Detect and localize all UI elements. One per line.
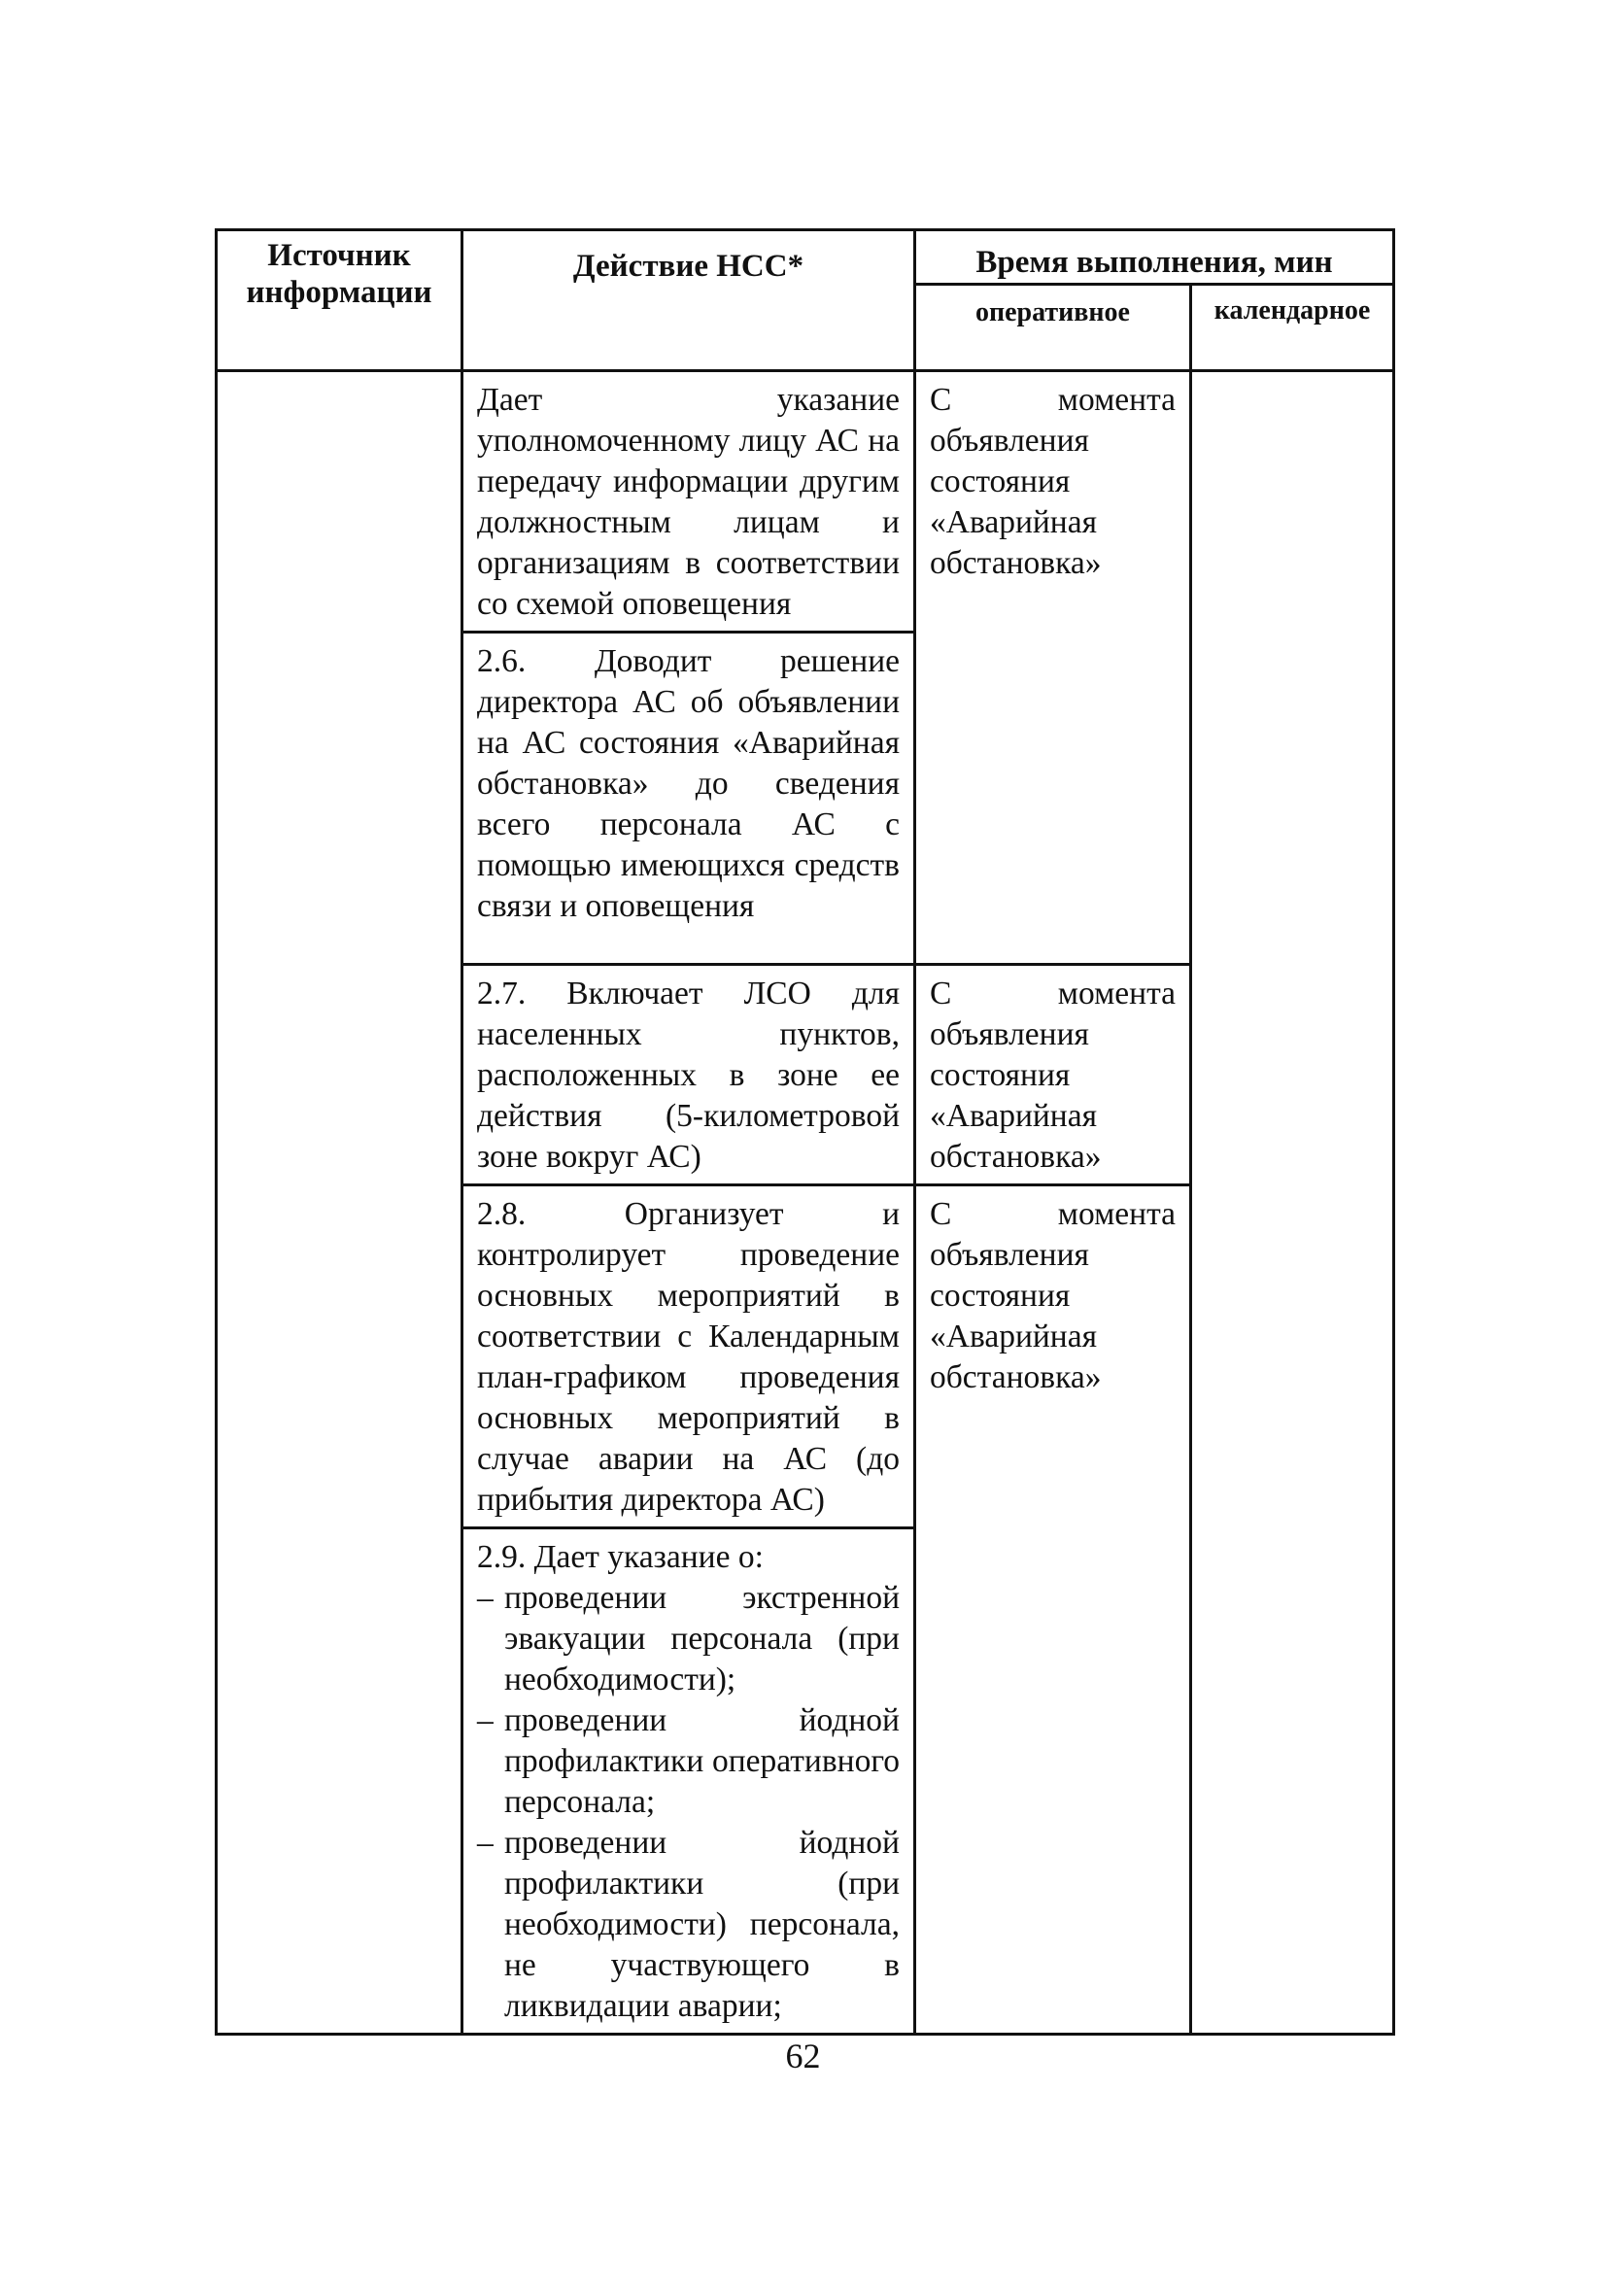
header-time (915, 230, 1394, 285)
header-calendar (1191, 285, 1394, 371)
page-number: 62 (785, 2037, 821, 2075)
list-item-text: проведении йодной профилактики оперативного персонала; (504, 1702, 900, 1820)
header-calendar-text: календарное (1213, 295, 1371, 326)
actions-table (215, 228, 1395, 2036)
action-text: Дает указание уполномоченному лицу АС на передачу информации другим должностным лицам и организациям в соответствии со схемой оповещения (477, 382, 900, 622)
operative-cell (915, 371, 1191, 965)
action-cell (462, 965, 915, 1185)
source-cell (217, 371, 462, 2035)
action-cell (462, 1185, 915, 1528)
operative-text: С момента объявления состояния «Аварийная обстановка» (930, 1196, 1176, 1395)
header-action (462, 230, 915, 371)
action-intro: 2.9. Дает указание о: (477, 1539, 764, 1575)
operative-cell (915, 965, 1191, 1185)
header-source (217, 230, 462, 371)
list-item: – проведении йодной профилактики оперативного персонала; (477, 1700, 900, 1823)
action-cell (462, 1528, 915, 2035)
action-text: 2.6. Доводит решение директора АС об объявлении на АС состояния «Аварийная обстановка» до сведения всего персонала АС с помощью имеющихся средств связи и оповещения (477, 643, 900, 924)
header-time-text: Время выполнения, мин (975, 245, 1333, 280)
action-text: 2.8. Организует и контролирует проведение основных мероприятий в соответствии с Календарным план-графиком проведения основных мероприятий в случае аварии на АС (до прибытия директора АС) (477, 1196, 900, 1518)
list-item: – проведении экстренной эвакуации персонала (при необходимости); (477, 1578, 900, 1700)
header-action-text: Действие НСС* (572, 249, 804, 284)
header-operative-text: оперативное (975, 297, 1130, 327)
action-cell (462, 633, 915, 965)
operative-text: С момента объявления состояния «Аварийная обстановка» (930, 382, 1176, 581)
header-source-text: Источник информации (246, 238, 432, 310)
header-operative (915, 285, 1191, 371)
list-item-text: проведении экстренной эвакуации персонала (при необходимости); (504, 1580, 900, 1697)
list-item: – проведении йодной профилактики (при необходимости) персонала, не участвующего в ликвидации аварии; (477, 1823, 900, 2027)
action-list (463, 1529, 913, 2033)
calendar-cell (1191, 371, 1394, 2035)
list-item-text: проведении йодной профилактики (при необходимости) персонала, не участвующего в ликвидации аварии; (504, 1825, 900, 2024)
action-text: 2.7. Включает ЛСО для населенных пунктов, расположенных в зоне ее действия (5-километровой зоне вокруг АС) (477, 976, 900, 1175)
operative-cell (915, 1185, 1191, 2035)
action-cell (462, 371, 915, 633)
operative-text: С момента объявления состояния «Аварийная обстановка» (930, 976, 1176, 1175)
